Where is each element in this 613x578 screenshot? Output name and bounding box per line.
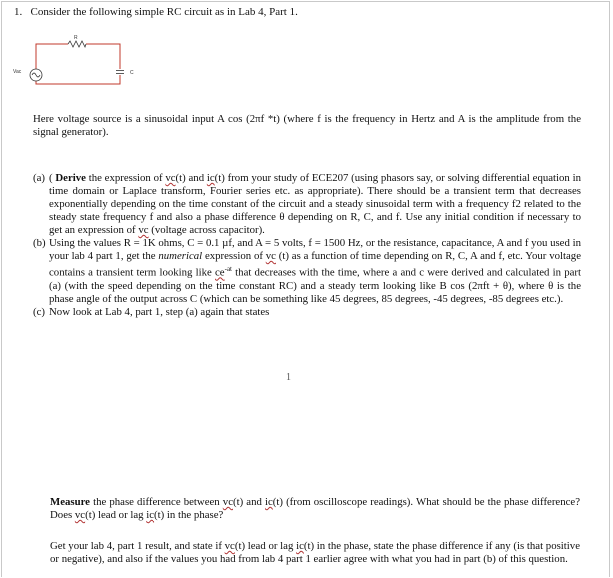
part-c <box>33 306 581 319</box>
intro-text: Here voltage source is a sinusoidal input A cos (2πf *t) (where f is the frequency in Hertz and A is the amplitude from the signal generator). <box>33 113 581 138</box>
part-b-exponent: -at <box>224 265 232 273</box>
get-ic: ic <box>296 540 304 552</box>
measure-bold: Measure <box>50 496 90 508</box>
part-b-label: (b) <box>33 237 46 249</box>
get-vc: vc <box>224 540 235 552</box>
measure-t4: (t) lead or lag <box>85 509 147 521</box>
part-a-t1: the expression of <box>85 172 166 184</box>
part-b-numerical: numerical <box>158 250 203 262</box>
part-b-t4: that decreases with the time, where a and c were derived and calculated in part (a) <box>49 266 581 292</box>
part-c-label: (c) <box>33 305 45 318</box>
subquestion-list <box>33 172 581 319</box>
question-text: Consider the following simple RC circuit as in Lab 4, Part 1. <box>30 6 298 18</box>
capacitor-label: C <box>130 70 134 76</box>
source-label: Vac <box>13 69 22 75</box>
question-heading <box>14 6 298 19</box>
part-b-t1: Using the values R = 1K ohms, C = 0.1 µf, and A = 5 volts, f = 1500 Hz, or the resistance, capacitance, A and f you used in your lab 4 part 1, get the <box>49 237 581 262</box>
measure-t5: (t) in the phase? <box>154 509 224 521</box>
part-b <box>33 237 581 306</box>
part-a-open: ( <box>49 172 56 184</box>
circuit-wire-loop <box>36 44 120 84</box>
get-t3: (t) in the phase, state the phase difference if any (is that positive or negative), and also if the values you had from lab 4 part 1 earlier agree with what you had in part (b) of this question. <box>50 540 580 565</box>
part-a-ic1: ic <box>206 172 215 184</box>
part-b-ce: ce <box>215 266 225 279</box>
question-number: 1. <box>14 6 23 18</box>
measure-vc: vc <box>222 496 233 508</box>
measure-paragraph <box>50 496 580 522</box>
get-t2: (t) lead or lag <box>234 540 297 552</box>
measure-ic2: ic <box>146 509 155 521</box>
part-b-t2: expression of <box>202 250 266 262</box>
resistor-label: R <box>74 35 78 41</box>
get-t1: Get your lab 4, part 1 result, and state if <box>50 540 225 552</box>
get-result-paragraph <box>50 540 580 566</box>
part-a-t4: (voltage across capacitor). <box>148 224 265 236</box>
capacitor-gap <box>115 69 125 75</box>
part-a <box>33 172 581 237</box>
measure-vc2: vc <box>74 509 86 521</box>
part-a-text <box>49 172 581 237</box>
part-b-t3: (t) as a function of time depending on R, C, A and f, etc. Your voltage contains a transient term looking like <box>49 250 581 279</box>
measure-t1: the phase difference between <box>89 496 223 508</box>
page-number: 1 <box>286 372 291 383</box>
part-b-text <box>49 237 581 306</box>
rc-circuit-diagram <box>8 32 148 97</box>
part-b-t5: (with the speed depending on the time constant RC) and a steady term looking like B cos (2πft + θ), where θ is the phase angle of the output across C (which can be something like 45 degrees, 85 degrees, -45 degrees, -85 degrees etc.). <box>49 279 581 305</box>
part-a-t2: (t) and <box>175 172 207 184</box>
part-a-derive: Derive <box>55 172 86 184</box>
measure-t3: (t) (from oscilloscope readings). What should be the phase difference? Does <box>50 496 580 521</box>
part-a-vc2: vc <box>138 224 149 236</box>
part-c-text: Now look at Lab 4, part 1, step (a) again that states <box>49 305 270 318</box>
measure-t2: (t) and <box>233 496 265 508</box>
intro-paragraph <box>33 113 581 139</box>
part-a-vc1: vc <box>165 172 176 184</box>
measure-ic: ic <box>264 496 273 508</box>
part-a-t3: (t) from your study of ECE207 (using phasors say, or solving differential equation in time domain or Laplace transform, Fourier series etc. as appropriate). There should be a transient term that decreases exponentially depending on the time constant of the circuit and a steady sinusoidal term with a frequency f2 related to the steady state frequency f and also a phase difference θ depending on R, C, and f. Use any initial condition if necessary to get an expression of <box>49 172 581 236</box>
part-a-label: (a) <box>33 172 45 184</box>
part-b-vc: vc <box>265 250 276 262</box>
